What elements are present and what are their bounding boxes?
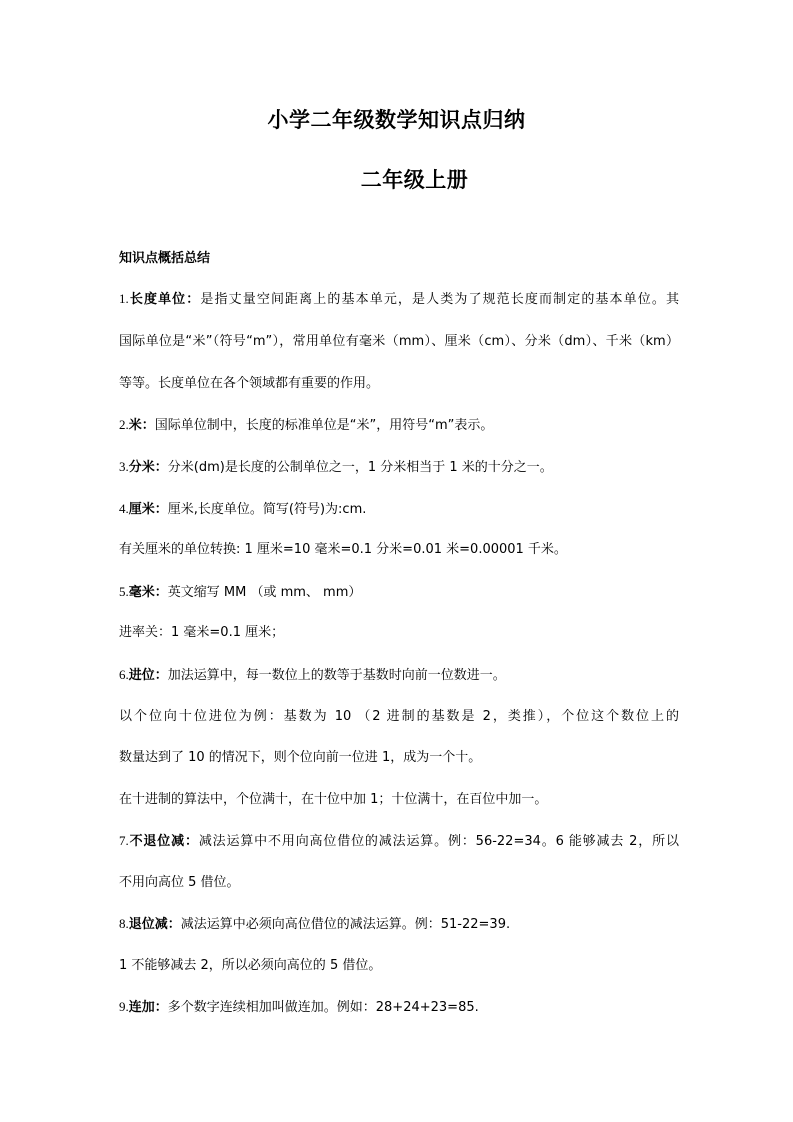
paragraph-line <box>119 749 679 767</box>
term-label: 毫米： <box>128 585 168 600</box>
item-number: 5. <box>119 584 129 599</box>
item-number: 6. <box>119 667 129 682</box>
line-text: 加法运算中，每一数位上的数等于基数时向前一位数进一。 <box>167 668 506 683</box>
document-title: 小学二年级数学知识点归纳 <box>267 108 526 132</box>
line-text: 减法运算中必须向高位借位的减法运算。例：51-22=39. <box>180 917 511 932</box>
term-label: 米： <box>128 418 155 433</box>
paragraph-line <box>119 375 679 393</box>
paragraph-line <box>119 708 679 726</box>
line-text: 国际单位是“米”（符号“m”），常用单位有毫米（mm）、厘米（cm）、分米（dm）、千米（km） <box>119 334 679 349</box>
line-text: 分米(dm)是长度的公制单位之一，1 分米相当于 1 米的十分之一。 <box>167 460 553 475</box>
line-text: 以个位向十位进位为例：基数为 10 （2 进制的基数是 2，类推），个位这个数位上的 <box>119 709 679 724</box>
line-text: 减法运算中不用向高位借位的减法运算。例：56-22=34。6 能够减去 2，所以 <box>198 834 679 849</box>
line-text: 不用向高位 5 借位。 <box>119 875 240 890</box>
paragraph-line <box>119 998 679 1017</box>
item-number: 2. <box>119 417 129 432</box>
section-heading: 知识点概括总结 <box>119 251 211 266</box>
line-text: 国际单位制中，长度的标准单位是“米”，用符号“m”表示。 <box>154 418 494 433</box>
paragraph-line <box>119 624 679 642</box>
term-label: 不退位减： <box>128 834 199 849</box>
line-text: 进率关：1 毫米=0.1 厘米； <box>119 625 285 640</box>
line-text: 英文缩写 MM （或 mm、 mm） <box>167 585 362 600</box>
paragraph-line <box>119 915 679 934</box>
term-label: 退位减： <box>128 917 181 932</box>
line-text: 1 不能够减去 2，所以必须向高位的 5 借位。 <box>119 958 382 973</box>
item-number: 4. <box>119 501 129 516</box>
paragraph-line <box>119 500 679 519</box>
line-text: 多个数字连续相加叫做连加。例如：28+24+23=85. <box>167 1000 479 1015</box>
paragraph-line <box>119 333 679 351</box>
line-text: 厘米,长度单位。简写(符号)为:cm. <box>167 502 367 517</box>
term-label: 连加： <box>128 1000 168 1015</box>
paragraph-line <box>119 791 679 809</box>
line-text: 在十进制的算法中，个位满十，在十位中加 1；十位满十，在百位中加一。 <box>119 792 548 807</box>
paragraph-line <box>119 874 679 892</box>
document-subtitle: 二年级上册 <box>360 168 469 192</box>
item-number: 8. <box>119 916 129 931</box>
paragraph-line <box>119 416 679 435</box>
term-label: 厘米： <box>128 502 168 517</box>
item-number: 9. <box>119 999 129 1014</box>
item-number: 7. <box>119 833 129 848</box>
paragraph-line <box>119 957 679 975</box>
term-label: 进位： <box>128 668 168 683</box>
item-number: 3. <box>119 459 129 474</box>
paragraph-line <box>119 832 679 851</box>
item-number: 1. <box>119 291 129 306</box>
line-text: 数量达到了 10 的情况下，则个位向前一位进 1，成为一个十。 <box>119 750 482 765</box>
paragraph-line <box>119 541 679 559</box>
line-text: 有关厘米的单位转换: 1 厘米=10 毫米=0.1 分米=0.01 米=0.00001 千米。 <box>119 542 567 557</box>
term-label: 长度单位： <box>128 292 201 307</box>
line-text: 等等。长度单位在各个领域都有重要的作用。 <box>119 376 380 391</box>
term-label: 分米： <box>128 460 168 475</box>
paragraph-line <box>119 458 679 477</box>
paragraph-line <box>119 290 679 309</box>
line-text: 是指丈量空间距离上的基本单元，是人类为了规范长度而制定的基本单位。其 <box>200 292 679 307</box>
paragraph-line <box>119 583 679 602</box>
paragraph-line <box>119 666 679 685</box>
